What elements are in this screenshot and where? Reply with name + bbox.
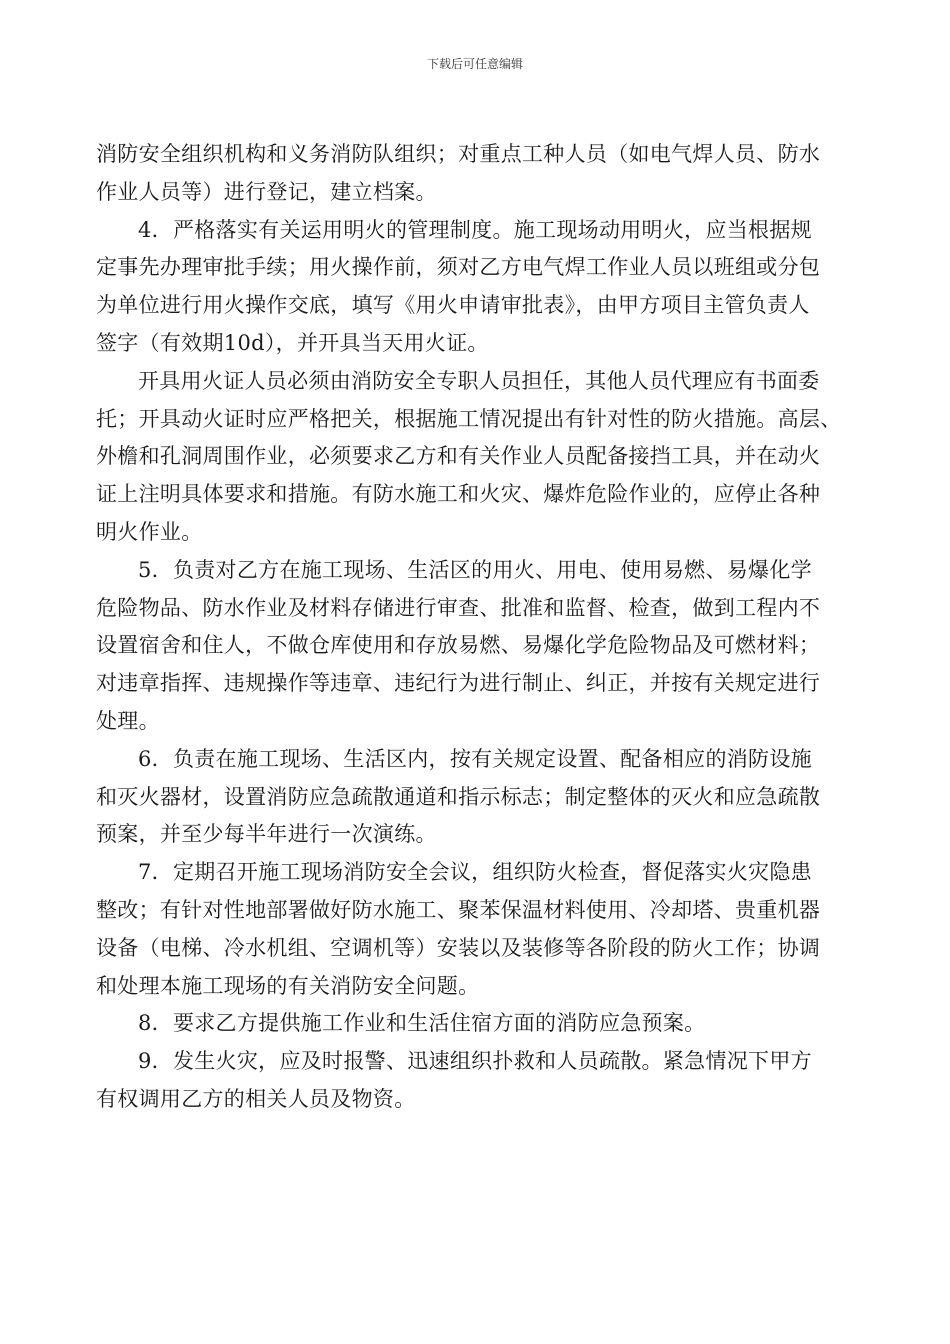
- text-line: 外檐和孔洞周围作业，必须要求乙方和有关作业人员配备接挡工具，并在动火: [96, 444, 821, 469]
- text-line: 9．发生火灾，应及时报警、迅速组织扑救和人员疏散。紧急情况下甲方: [138, 1049, 812, 1074]
- paragraph-item-6: [96, 741, 860, 854]
- text-line: 和灭火器材，设置消防应急疏散通道和指示标志；制定整体的灭火和应急疏散: [96, 784, 821, 809]
- paragraph-item-8: [96, 1005, 860, 1043]
- paragraph-item-7: [96, 854, 860, 1005]
- text-line: 8．要求乙方提供施工作业和生活住宿方面的消防应急预案。: [138, 1011, 706, 1036]
- text-line: 明火作业。: [96, 519, 203, 544]
- paragraph-fire-permit: [96, 363, 860, 552]
- text-line: 整改；有针对性地部署做好防水施工、聚苯保温材料使用、冷却塔、贵重机器: [96, 897, 821, 922]
- text-line: 处理。: [96, 708, 160, 733]
- text-line: 定事先办理审批手续；用火操作前，须对乙方电气焊工作业人员以班组或分包: [96, 255, 821, 280]
- text-line: 7．定期召开施工现场消防安全会议，组织防火检查，督促落实火灾隐患: [138, 860, 812, 885]
- text-line: 消防安全组织机构和义务消防队组织；对重点工种人员（如电气焊人员、防水: [96, 142, 821, 166]
- text-line: 为单位进行用火操作交底，填写《用火申请审批表》，由甲方项目主管负责人: [96, 293, 810, 318]
- page-header: 下载后可任意编辑: [426, 57, 523, 71]
- text-line: 证上注明具体要求和措施。有防水施工和火灾、爆炸危险作业的，应停止各种: [96, 482, 821, 507]
- text-line: 和处理本施工现场的有关消防安全问题。: [96, 973, 480, 998]
- text-line: 设备（电梯、冷水机组、空调机等）安装以及装修等各阶段的防火工作；协调: [96, 935, 821, 960]
- text-line: 对违章指挥、违规操作等违章、违纪行为进行制止、纠正，并按有关规定进行: [96, 671, 821, 696]
- text-line: 托；开具动火证时应严格把关，根据施工情况提出有针对性的防火措施。高层、: [96, 406, 842, 431]
- document-body: [96, 136, 860, 1119]
- text-line: 预案，并至少每半年进行一次演练。: [96, 822, 437, 847]
- text-line: 开具用火证人员必须由消防安全专职人员担任，其他人员代理应有书面委: [138, 368, 820, 393]
- paragraph-item-9: [96, 1043, 860, 1119]
- text-line: 有权调用乙方的相关人员及物资。: [96, 1086, 416, 1111]
- paragraph-item-4: [96, 212, 860, 363]
- text-line: 作业人员等）进行登记，建立档案。: [96, 179, 437, 204]
- text-line: 4．严格落实有关运用明火的管理制度。施工现场动用明火，应当根据规: [138, 217, 812, 242]
- text-line: 6．负责在施工现场、生活区内，按有关规定设置、配备相应的消防设施: [138, 746, 812, 771]
- text-line: 5．负责对乙方在施工现场、生活区的用火、用电、使用易燃、易爆化学: [138, 557, 812, 582]
- text-line: 签字（有效期10d），并开具当天用火证。: [96, 330, 489, 355]
- text-line: 危险物品、防水作业及材料存储进行审查、批准和监督、检查，做到工程内不: [96, 595, 821, 620]
- text-line: 设置宿舍和住人，不做仓库使用和存放易燃、易爆化学危险物品及可燃材料；: [96, 633, 821, 658]
- paragraph-item-5: [96, 552, 860, 741]
- paragraph-fire-organization-continued: [96, 136, 860, 212]
